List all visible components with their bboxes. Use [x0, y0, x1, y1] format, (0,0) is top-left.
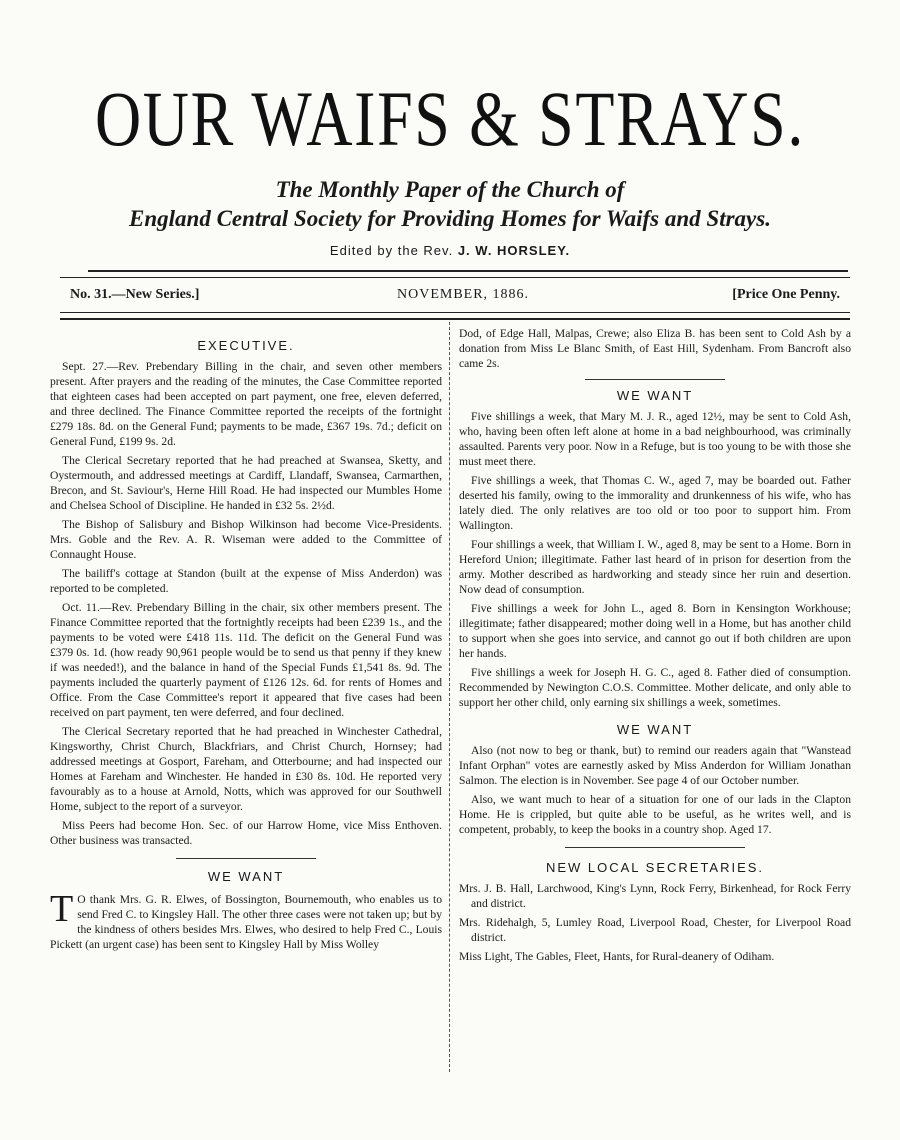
executive-paragraph: The Clerical Secretary reported that he had preached at Swansea, Sketty, and Oystermouth, and addressed meetings at Cardiff, Llandaff, Swansea, Carmarthen, Brecon, and St. Saviour's, Herne Hill Road. He had inspected our Mumbles Home and Chelsea School of Discipline. He handed in £32 5s. 2½d. [50, 454, 442, 512]
we-want-paragraph [50, 888, 442, 952]
want-item: Five shillings a week for Joseph H. G. C., aged 8. Father died of consumption. Recommended by Newington C.O.S. Committee. Mother delicate, and only able to support her other child, only earning six shillings a week, sometimes. [459, 666, 851, 709]
section-divider [565, 847, 745, 848]
new-local-secretaries-heading: NEW LOCAL SECRETARIES. [545, 860, 765, 875]
section-divider [585, 379, 725, 380]
want-item: Four shillings a week, that William I. W., aged 8, may be sent to a Home. Born in Hereford Union; illegitimate. Father last heard of in prison for desertion from the army. Mother described as hardworking and steady since her ruin and desertion. Now dead of consumption. [459, 538, 851, 596]
want-item: Five shillings a week, that Mary M. J. R., aged 12½, may be sent to Cold Ash, who, having been often left alone at home in a bad neighbourhood, was criminally assaulted. Parents very poor. Now in a Refuge, but is too young to be with those she must meet there. [459, 410, 851, 468]
secretary-entry: Mrs. J. B. Hall, Larchwood, King's Lynn, Rock Ferry, Birkenhead, for Rock Ferry and district. [459, 882, 851, 910]
editor-line [0, 243, 900, 258]
secretary-entry: Miss Light, The Gables, Fleet, Hants, for Rural-deanery of Odiham. [459, 950, 775, 963]
issue-date: NOVEMBER, 1886. [397, 287, 530, 302]
issue-price: [Price One Penny. [732, 287, 840, 302]
secretaries-list [459, 881, 851, 964]
we-want-heading-right-1: WE WANT [616, 388, 694, 403]
executive-paragraph: The bailiff's cottage at Standon (built at the expense of Miss Anderdon) was reported to be completed. [50, 567, 442, 595]
column-divider [449, 322, 450, 1072]
header-rule-bottom [60, 312, 850, 313]
secretary-entry: Mrs. Ridehalgh, 5, Lumley Road, Liverpool Road, Chester, for Liverpool Road district. [459, 916, 851, 944]
continuation-paragraph: Dod, of Edge Hall, Malpas, Crewe; also Eliza B. has been sent to Cold Ash by a donation from Miss Le Blanc Smith, of East Hill, Sydenham. From Bancroft also came 2s. [459, 327, 851, 370]
header-rule-top [88, 270, 848, 272]
want-item: Five shillings a week for John L., aged 8. Born in Kensington Workhouse; illegitimate; father disappeared; mother doing well in a Home, but has another child to support when she goes into service, and cannot go out if both children are upon her hands. [459, 602, 851, 660]
issue-number: No. 31.—New Series.] [70, 287, 200, 302]
executive-paragraph: Sept. 27.—Rev. Prebendary Billing in the chair, and seven other members present. After prayers and the reading of the minutes, the Case Committee reported that eighteen cases had been accepted on part payment, one free, eleven deferred, and three declined. The Finance Committee reported the receipts of the fortnight £279 18s. 8d. on the General Fund; payments to be made, £367 19s. 7d.; deficit on General Fund, £199 9s. 2d. [50, 360, 442, 448]
executive-paragraph: The Clerical Secretary reported that he had preached in Winchester Cathedral, Kingsworthy, Christ Church, Blackfriars, and Christ Church, Hornsey; had addressed meetings at Gosport, Fareham, and Otterbourne; and had inspected our Homes at Fareham and Winchester. He handed in £30 8s. 10d. He reported very favourably as to a house at Arnold, Notts, which was approved for our Southwell Home, subject to the report of a surveyor. [50, 725, 442, 813]
we-want-text: O thank Mrs. G. R. Elwes, of Bossington, Bournemouth, who enables us to send Fred C. to Kingsley Hall. The other three cases were not taken up; but by the kindness of others besides Mrs. Elwes, who desired to help Fred C., Louis Pickett (an urgent case) has been sent to Kingsley Hall by Miss Wolley [50, 893, 442, 951]
want-item-2: Also (not now to beg or thank, but) to remind our readers again that "Wanstead Infant Orphan" votes are earnestly asked by Miss Anderdon for William Jonathan Salmon. The election is in November. See page 4 of our October number. [459, 744, 851, 787]
want-item: Five shillings a week, that Thomas C. W., aged 7, may be boarded out. Father deserted his family, owing to the immorality and drunkenness of his wife, who has lately died. The only relatives are too old or too poor to support him. From Wallington. [459, 474, 851, 532]
editor-name: J. W. HORSLEY. [457, 243, 571, 258]
editor-prefix: Edited by the Rev. [329, 243, 454, 258]
masthead-title: OUR WAIFS & STRAYS. [94, 75, 806, 162]
executive-heading: EXECUTIVE. [197, 338, 295, 353]
right-column [459, 326, 851, 968]
section-divider [176, 858, 316, 859]
drop-cap: T [50, 888, 74, 930]
executive-paragraph: Miss Peers had become Hon. Sec. of our Harrow Home, vice Miss Enthoven. Other business was transacted. [50, 819, 442, 847]
subtitle-line-2: England Central Society for Providing Homes for Waifs and Strays. [129, 206, 771, 231]
we-want-heading-right-2: WE WANT [616, 722, 694, 737]
header-rule-second [60, 277, 850, 278]
issue-line [70, 287, 840, 307]
subtitle-line-1: The Monthly Paper of the Church of [275, 177, 625, 202]
header-rule-bottom-thick [60, 318, 850, 320]
executive-paragraph: The Bishop of Salisbury and Bishop Wilkinson had become Vice-Presidents. Mrs. Goble and the Rev. A. R. Wiseman were added to the Committee of Connaught House. [50, 518, 442, 561]
want-item-2: Also, we want much to hear of a situation for one of our lads in the Clapton Home. He is crippled, but quite able to be useful, as he writes well, and is competent, probably, to keep the books in a country shop. Aged 17. [459, 793, 851, 836]
left-column [50, 338, 442, 956]
executive-paragraph: Oct. 11.—Rev. Prebendary Billing in the chair, six other members present. The Finance Committee reported that the fortnightly receipts had been £239 1s., and the payments to be voted were £418 11s. 11d. The deficit on the General Fund was £379 0s. 1d. (how ready 90,961 people would be to send us that penny if they knew if was needed!), and the balance in hand of the Special Funds £1,541 8s. 9d. The payments included the quarterly payment of £126 12s. 6d. for rents of Homes and Office. From the Case Committee's report it appeared that five cases had been received on part payment, ten were deferred, and four declined. [50, 601, 442, 719]
we-want-heading-left: WE WANT [207, 869, 285, 884]
